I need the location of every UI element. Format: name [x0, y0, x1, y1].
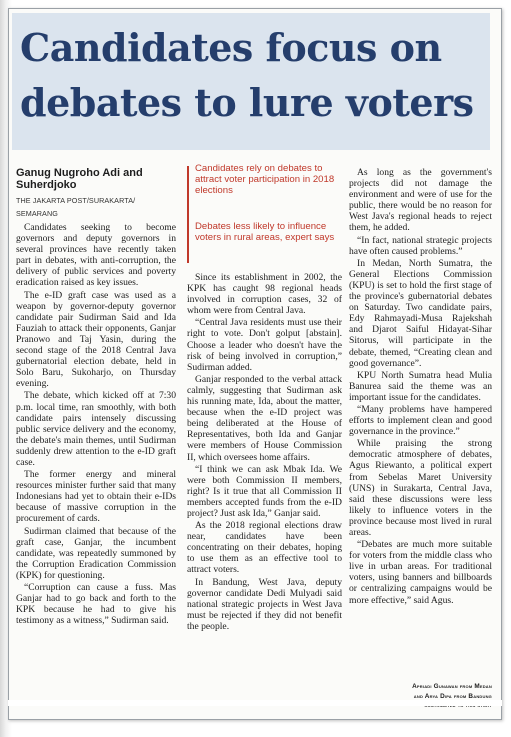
paragraph: As the 2018 regional elections draw near, candidates have been concentrating on their debates, hoping to use them as an effective tool to attract voters. — [187, 520, 342, 576]
pull-quote-item: Debates less likely to influence voters in rural areas, expert says — [195, 221, 335, 244]
paragraph: Since its establishment in 2002, the KPK has caught 98 regional heads involved in corruption cases, 32 of whom were from Central Java. — [187, 272, 342, 317]
paragraph: KPU North Sumatra head Mulia Banurea said the theme was an important issue for the candidates. — [349, 369, 492, 403]
paragraph: As long as the government's projects did not damage the environment and were of use for the public, there would be no reason for West Java's regional heads to reject them, he added. — [349, 167, 492, 234]
credit-line: Apriadi Gunawan from Medan — [412, 683, 492, 690]
article-column-1 — [16, 222, 176, 627]
paragraph: “I think we can ask Mbak Ida. We were both Commission II members, right? Is it true that all Commission II members accepted funds from the e-ID project? Just ask Ida,” Ganjar said. — [187, 463, 342, 519]
paragraph: While praising the strong democratic atmosphere of debates, Agus Riewanto, a political expert from Sebelas Maret University (UNS) in Surakarta, Central Java, said these discussions were less likely to influence voters in the province because most lived in rural areas. — [349, 438, 492, 538]
paragraph: In Bandung, West Java, deputy governor candidate Dedi Mulyadi said national strategic projects in West Java must be rejected if they did not benefit the people. — [187, 576, 342, 632]
paragraph: Candidates seeking to become governors and deputy governors in several provinces have recently taken part in debates, with anti-corruption, the delivery of public services and poverty eradication raised as key issues. — [16, 222, 176, 289]
clipping-bottom-edge — [8, 700, 502, 706]
pull-quote — [187, 163, 342, 266]
headline: Candidates focus on debates to lure voters — [20, 25, 474, 125]
article-column-2 — [187, 272, 342, 633]
byline: Ganug Nugroho Adi and Suherdjoko — [16, 167, 143, 191]
pull-quote-rule — [187, 166, 189, 263]
paragraph: The e-ID graft case was used as a weapon by governor-deputy governor candidate pair Sudirman Said and Ida Fauziah to attack their opponents, Ganjar Pranowo and Taj Yasin, during the second stage of the 2018 Central Java gubernatorial election debate, held in Solo Baru, Sukoharjo, on Thursday evening. — [16, 289, 176, 390]
paragraph: “In fact, national strategic projects have often caused problems.” — [349, 234, 492, 257]
paragraph: “Corruption can cause a fuss. Mas Ganjar had to go back and forth to the KPK because he had to give his testimony as a witness,” Sudirman said. — [16, 582, 176, 627]
paragraph: “Debates are much more suitable for voters from the middle class who live in urban areas. For traditional voters, using banners and billboards or centralizing campaigns would be more effective,” said Agus. — [349, 539, 492, 606]
paragraph: The former energy and mineral resources minister further said that many Indonesians had yet to obtain their e-IDs because of massive corruption in the procurement of cards. — [16, 469, 176, 525]
paragraph: Sudirman claimed that because of the graft case, Ganjar, the incumbent candidate, was repeatedly summoned by the Corruption Eradication Commission (KPK) for questioning. — [16, 525, 176, 581]
article-column-3 — [349, 167, 492, 607]
contributor-credit — [349, 682, 492, 711]
paragraph: “Many problems have hampered efforts to implement clean and good governance in the province.” — [349, 403, 492, 438]
paragraph: Ganjar responded to the verbal attack calmly, suggesting that Sudirman ask his running mate, Ida, about the matter, because when the e-ID project was being deliberated at the House of Representatives, both Ida and Ganjar were members of House Commission II, which oversees home affairs. — [187, 373, 342, 463]
paragraph: The debate, which kicked off at 7:30 p.m. local time, ran smoothly, with both candidate pairs intensely discussing public service delivery and the economy, the debate's main themes, until Sudirman suddenly drew attention to the e-ID graft case. — [16, 390, 176, 468]
paragraph: “Central Java residents must use their right to vote. Don't golput [abstain]. Choose a leader who doesn't have the risk of being involved in corruption,” Sudirman added. — [187, 317, 342, 373]
pull-quote-item: Candidates rely on debates to attract voter participation in 2018 elections — [195, 163, 335, 197]
dateline: THE JAKARTA POST/SURAKARTA/ SEMARANG — [16, 196, 136, 218]
credit-line: and Arya Dipa from Bandung — [413, 692, 492, 700]
paragraph: In Medan, North Sumatra, the General Elections Commission (KPU) is set to hold the first stage of the province's gubernatorial debates on Saturday. Two candidate pairs, Edy Rahmayadi-Musa Rajekshah and Djarot Saiful Hidayat-Sihar Sitorus, will participate in the debate, themed, “Creating clean and good governance”. — [349, 257, 492, 369]
